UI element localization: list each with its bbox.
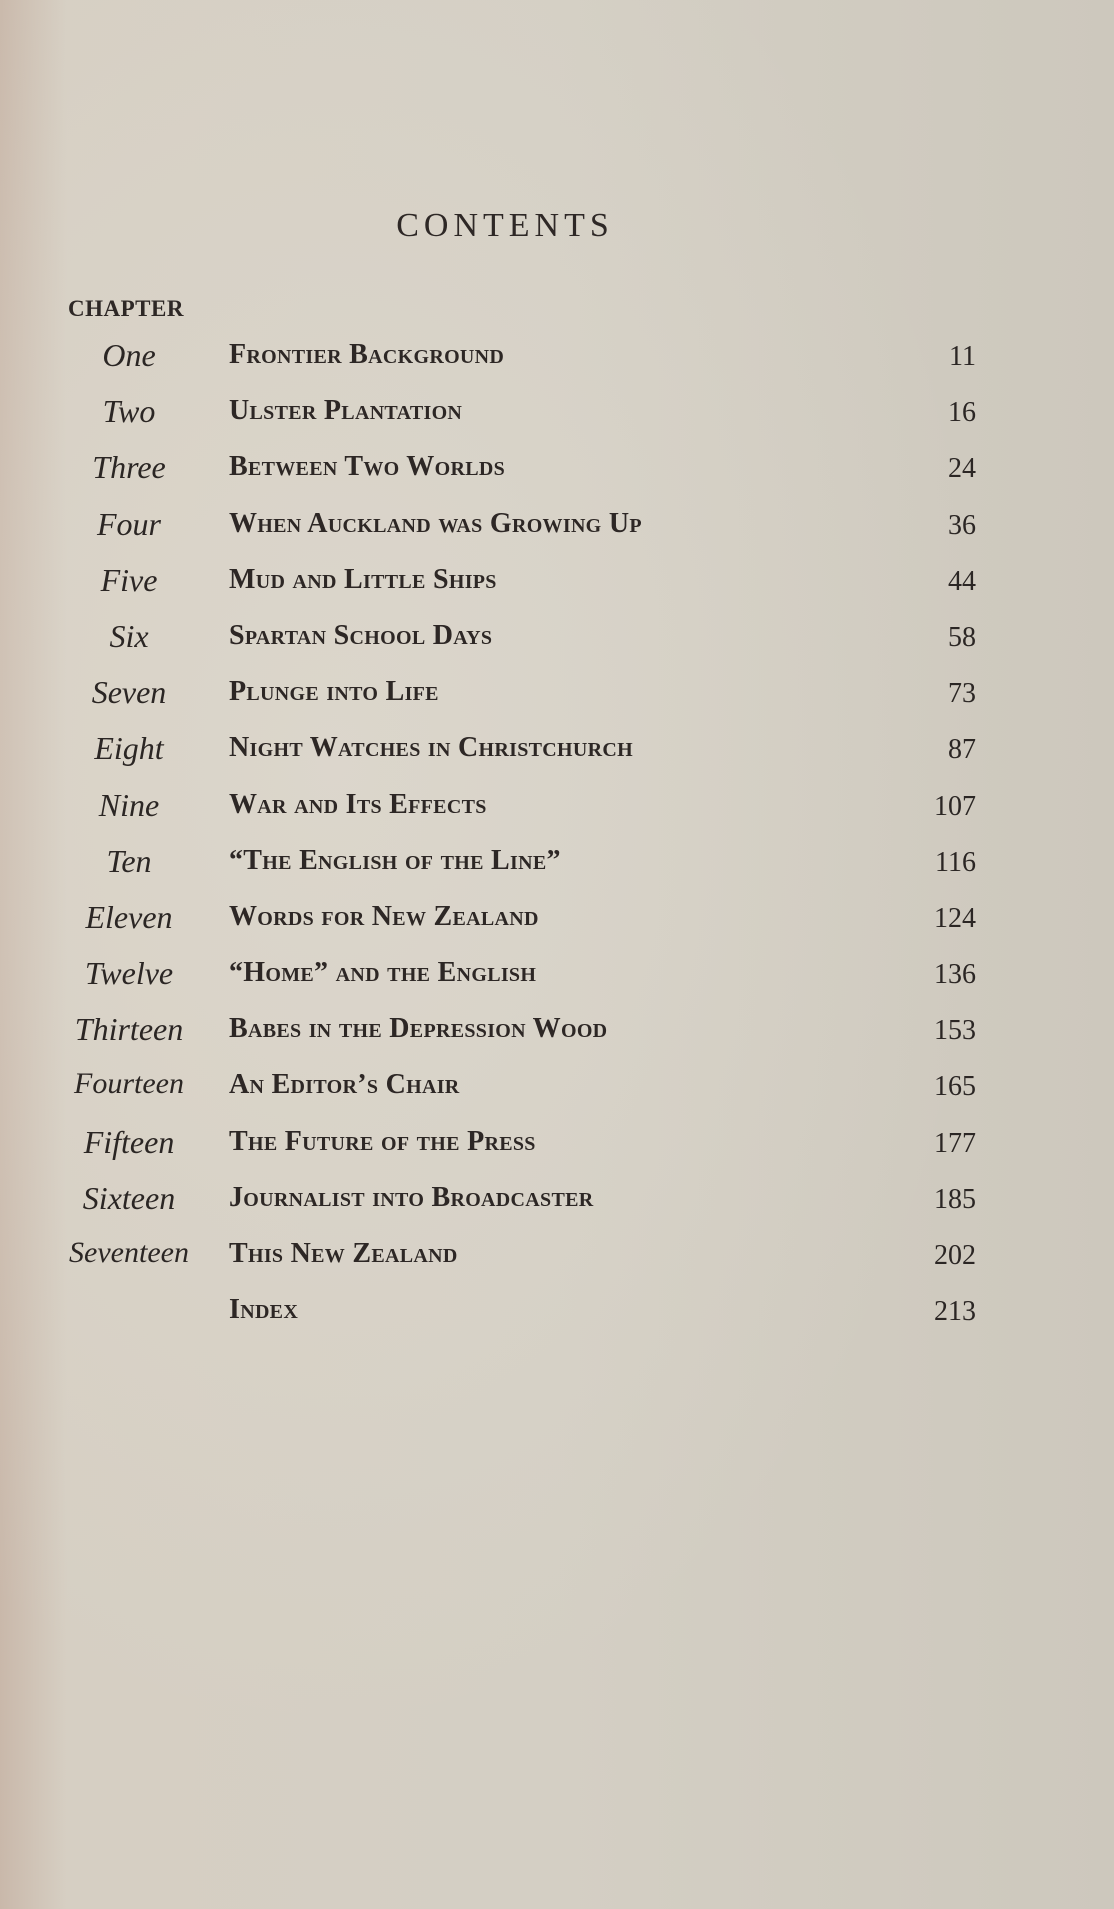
page-number: 165: [934, 1071, 976, 1103]
chapter-number: Eleven: [85, 898, 173, 935]
toc-row: [0, 500, 1114, 556]
toc-row: [0, 1005, 1114, 1061]
chapter-title: The Future of the Press: [229, 1125, 536, 1157]
page-title: CONTENTS: [396, 207, 614, 244]
chapter-number: Twelve: [84, 955, 174, 992]
chapter-number: Fifteen: [83, 1123, 175, 1160]
chapter-column-label: CHAPTER: [68, 296, 184, 321]
page-number: 185: [934, 1183, 976, 1215]
chapter-title: Ulster Plantation: [229, 395, 463, 427]
chapter-title: This New Zealand: [229, 1238, 458, 1269]
toc-row: [0, 331, 1114, 387]
chapter-number: Five: [100, 561, 158, 598]
table-of-contents: [0, 331, 1114, 1342]
toc-row: [0, 1118, 1114, 1174]
chapter-title: Spartan School Days: [229, 619, 493, 651]
chapter-title: War and Its Effects: [229, 788, 487, 820]
page-number: 44: [948, 565, 976, 597]
page-number: 36: [948, 509, 976, 541]
page-number: 16: [948, 397, 976, 429]
toc-row: [0, 1286, 1114, 1342]
page-number: 87: [948, 734, 976, 766]
chapter-title: Plunge into Life: [229, 676, 439, 708]
chapter-title: Index: [229, 1294, 299, 1326]
chapter-title: Words for New Zealand: [229, 900, 539, 932]
chapter-number: Nine: [98, 786, 160, 823]
page-number: 11: [949, 341, 976, 372]
toc-row: [0, 556, 1114, 612]
toc-row: [0, 1061, 1114, 1117]
page-number: 177: [934, 1127, 976, 1159]
page-number: 213: [934, 1296, 976, 1328]
chapter-number: Sixteen: [82, 1179, 176, 1216]
toc-row: [0, 443, 1114, 499]
chapter-number: Thirteen: [74, 1011, 184, 1048]
chapter-title: Journalist into Broadcaster: [229, 1181, 594, 1213]
toc-row: [0, 1230, 1114, 1286]
chapter-title: Mud and Little Ships: [229, 563, 497, 595]
toc-row: [0, 837, 1114, 893]
toc-row: [0, 612, 1114, 668]
chapter-title: Frontier Background: [229, 339, 505, 370]
chapter-number: Two: [102, 393, 156, 430]
chapter-title: “Home” and the English: [229, 957, 537, 989]
page-number: 202: [934, 1240, 976, 1271]
chapter-number: Eight: [94, 730, 164, 767]
page-number: 153: [934, 1015, 976, 1047]
page-number: 107: [934, 790, 976, 822]
page-number: 136: [934, 959, 976, 991]
chapter-title: Between Two Worlds: [229, 451, 506, 483]
page-number: 116: [935, 846, 976, 878]
chapter-number: Fourteen: [74, 1067, 184, 1101]
toc-row: [0, 893, 1114, 949]
chapter-number: Ten: [106, 842, 152, 879]
chapter-title: An Editor’s Chair: [229, 1069, 460, 1101]
page-number: 73: [948, 678, 976, 710]
chapter-title: “The English of the Line”: [229, 844, 561, 876]
page-number: 24: [948, 453, 976, 485]
toc-row: [0, 949, 1114, 1005]
toc-row: [0, 724, 1114, 780]
page-number: 124: [934, 902, 976, 934]
chapter-title: Babes in the Depression Wood: [229, 1013, 608, 1045]
toc-row: [0, 1174, 1114, 1230]
toc-row: [0, 668, 1114, 724]
chapter-number: One: [102, 337, 156, 373]
chapter-title: When Auckland was Growing Up: [229, 507, 642, 539]
chapter-number: Three: [92, 449, 166, 486]
chapter-number: Seven: [91, 674, 167, 711]
toc-row: [0, 387, 1114, 443]
chapter-number: Seventeen: [69, 1236, 189, 1269]
toc-row: [0, 781, 1114, 837]
page-number: 58: [948, 621, 976, 653]
chapter-number: Four: [97, 505, 161, 542]
chapter-number: Six: [109, 617, 149, 654]
chapter-title: Night Watches in Christchurch: [229, 732, 633, 764]
